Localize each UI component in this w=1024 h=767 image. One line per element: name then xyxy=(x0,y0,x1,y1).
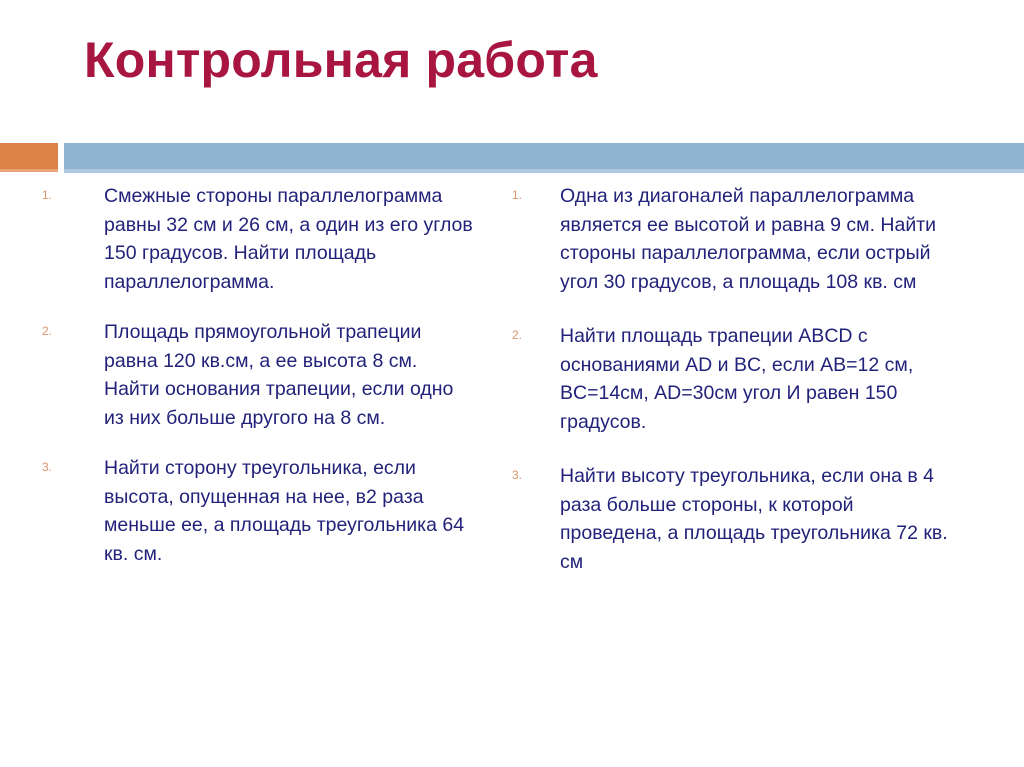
list-item xyxy=(36,182,476,296)
list-item-marker: 3. xyxy=(512,468,523,482)
list-item xyxy=(506,462,956,576)
task-column-right xyxy=(506,182,956,602)
task-column-left xyxy=(36,182,476,590)
list-item-text: Площадь прямоугольной трапеции равна 120 кв.см, а ее высота 8 см. Найти основания трапеции, если одно из них больше другого на 8 см. xyxy=(104,321,454,429)
list-item xyxy=(36,318,476,432)
list-item-marker: 2. xyxy=(512,328,523,342)
list-item-text: Найти сторону треугольника, если высота, опущенная на нее, в2 раза меньше ее, а площадь треугольника 64 кв. см. xyxy=(104,457,465,565)
list-item-text: Смежные стороны параллелограмма равны 32 см и 26 см, а один из его углов 150 градусов. Найти площадь параллелограмма. xyxy=(104,185,473,293)
list-item-marker: 1. xyxy=(512,188,523,202)
title-divider xyxy=(0,143,1024,169)
list-item-marker: 1. xyxy=(42,188,53,202)
list-item-text: Найти площадь трапеции ABCD с основаниями AD и BC, если AB=12 см, BC=14см, AD=30см угол И равен 150 градусов. xyxy=(560,325,914,433)
list-item xyxy=(506,322,956,436)
task-list-left xyxy=(36,182,476,568)
list-item-marker: 3. xyxy=(42,460,53,474)
list-item-marker: 2. xyxy=(42,324,53,338)
list-item xyxy=(506,182,956,296)
list-item-text: Найти высоту треугольника, если она в 4 раза больше стороны, к которой проведена, а площадь треугольника 72 кв. см xyxy=(560,465,948,573)
page-title: Контрольная работа xyxy=(84,32,598,88)
list-item xyxy=(36,454,476,568)
list-item-text: Одна из диагоналей параллелограмма является ее высотой и равна 9 см. Найти стороны параллелограмма, если острый угол 30 градусов, а площадь 108 кв. см xyxy=(560,185,937,293)
slide-content xyxy=(0,182,1024,742)
divider-bar xyxy=(64,143,1024,169)
divider-accent-block xyxy=(0,143,58,169)
task-list-right xyxy=(506,182,956,576)
